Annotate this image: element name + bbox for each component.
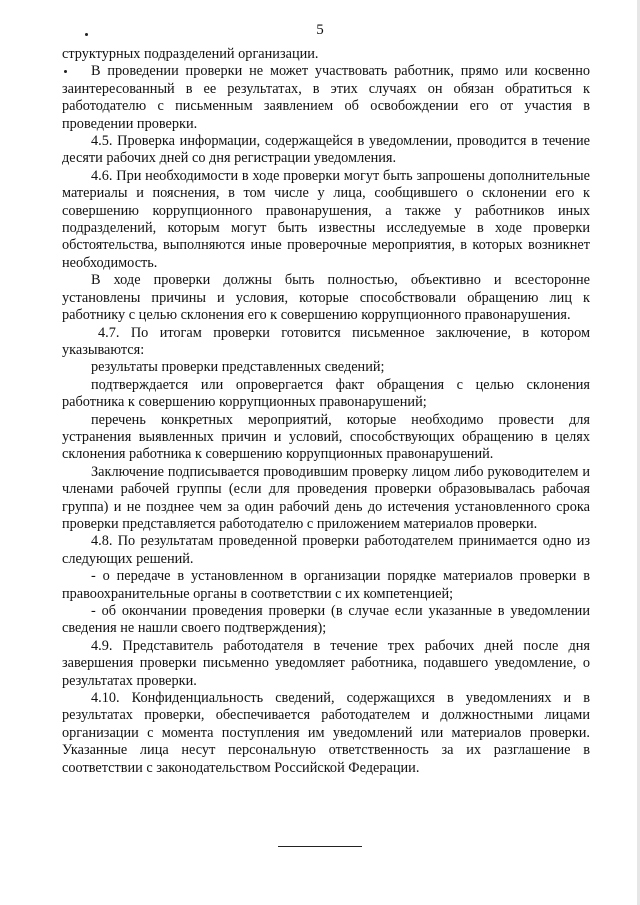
paragraph: 4.7. По итогам проверки готовится письменное заключение, в котором указываются: xyxy=(62,324,590,358)
paragraph: 4.9. Представитель работодателя в течение трех рабочих дней после дня завершения проверки письменно уведомляет работника, подавшего уведомление, о результатах проверки. xyxy=(62,637,590,689)
paragraph: В ходе проверки должны быть полностью, объективно и всесторонне установлены причины и условия, которые способствовали обращению лиц к работнику с целью склонения его к совершению коррупционного правонарушения. xyxy=(62,272,590,324)
paragraph: результаты проверки представленных сведений; xyxy=(91,359,385,376)
paragraph: - об окончании проведения проверки (в случае если указанные в уведомлении сведения не нашли своего подтверждения); xyxy=(62,603,590,637)
paragraph: - о передаче в установленном в организации порядке материалов проверки в правоохранительные органы в соответствии с их компетенцией; xyxy=(62,568,590,602)
paragraph: 4.10. Конфиденциальность сведений, содержащихся в уведомлениях и в результатах проверки, обеспечивается работодателем и должностными лицами организации с момента поступления им уведомлений или материалов проверки. Указанные лица несут персональную ответственность за их разглашение в соответствии с законодательством Российской Федерации. xyxy=(62,690,590,776)
paragraph: структурных подразделений организации. xyxy=(62,46,319,62)
paragraph: подтверждается или опровергается факт обращения с целью склонения работника к совершению коррупционных правонарушений; xyxy=(62,376,590,411)
paragraph: В проведении проверки не может участвовать работник, прямо или косвенно заинтересованный в ее результатах, в этих случаях он обязан обратиться к работодателю с письменным заявлением об освобождении его от участия в проведении проверки. xyxy=(62,63,590,132)
page-number: 5 xyxy=(316,22,324,38)
paragraph: 4.8. По результатам проведенной проверки работодателем принимается одно из следующих решений. xyxy=(62,533,590,567)
paragraph: 4.6. При необходимости в ходе проверки могут быть запрошены дополнительные материалы и пояснения, в том числе у лица, сообщившего о склонении его к совершению коррупционного правонарушения, а также у работников иных подразделений, которым могут быть известны исследуемые в ходе проверки обстоятельства, выполняются иные проверочные мероприятия, в которых возникнет необходимость. xyxy=(62,167,590,271)
paragraph: Заключение подписывается проводившим проверку лицом либо руководителем и членами рабочей группы (если для проведения проверки образовывалась рабочая группа) и не позднее чем за один рабочий день до истечения установленного срока проверки представляется работодателю с приложением материалов проверки. xyxy=(62,463,590,532)
paragraph: перечень конкретных мероприятий, которые необходимо провести для устранения выявленных причин и условий, способствующих обращению в целях склонения работника к совершению коррупционных правонарушений. xyxy=(62,411,590,463)
end-of-text-rule xyxy=(278,846,362,847)
document-body xyxy=(62,46,590,777)
paragraph: 4.5. Проверка информации, содержащейся в уведомлении, проводится в течение десяти рабочих дней со дня регистрации уведомления. xyxy=(62,133,590,167)
scan-speck-mark xyxy=(85,33,88,36)
